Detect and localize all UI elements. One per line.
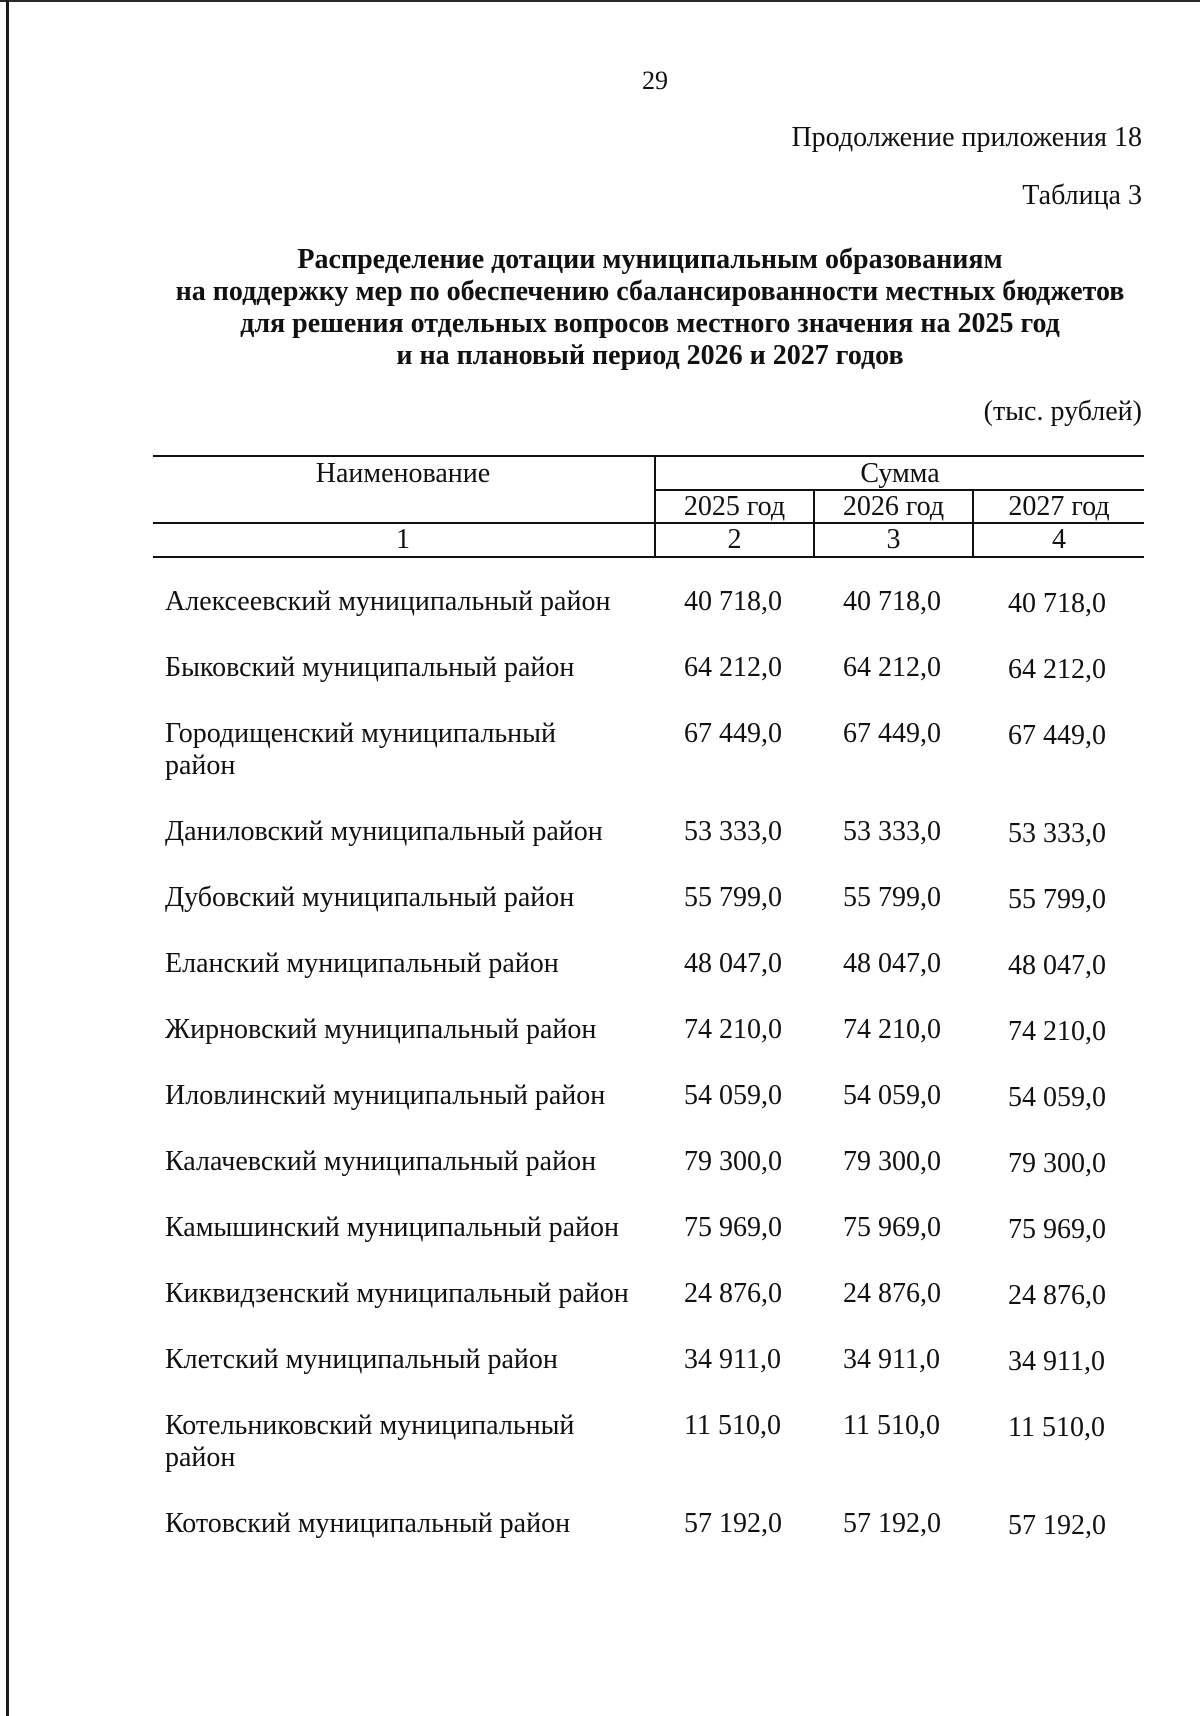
row-value-2025: 53 333,0	[684, 816, 782, 847]
row-municipality-name	[165, 882, 645, 914]
name-line: Камышинский муниципальный район	[165, 1212, 620, 1243]
row-municipality-name	[165, 1146, 645, 1178]
row-value-2026: 64 212,0	[843, 652, 941, 683]
row-value-2026: 34 911,0	[843, 1344, 940, 1375]
title-line: и на плановый период 2026 и 2027 годов	[396, 340, 904, 371]
table-label: Таблица 3	[1022, 180, 1142, 211]
row-value-2027: 55 799,0	[1008, 884, 1106, 915]
row-value-2025: 34 911,0	[684, 1344, 781, 1375]
row-value-2025: 64 212,0	[684, 652, 782, 683]
row-municipality-name	[165, 1080, 645, 1112]
row-value-2025: 75 969,0	[684, 1212, 782, 1243]
row-value-2027: 54 059,0	[1008, 1082, 1106, 1113]
row-value-2025: 55 799,0	[684, 882, 782, 913]
name-line: Городищенский муниципальный	[165, 718, 556, 749]
col-number-3: 3	[886, 524, 901, 555]
name-line: Иловлинский муниципальный район	[165, 1080, 606, 1111]
row-value-2026: 74 210,0	[843, 1014, 941, 1045]
row-value-2025: 54 059,0	[684, 1080, 782, 1111]
row-value-2027: 53 333,0	[1008, 818, 1106, 849]
row-value-2025: 74 210,0	[684, 1014, 782, 1045]
col-number-1: 1	[396, 524, 410, 555]
name-line: Быковский муниципальный район	[165, 652, 575, 683]
row-municipality-name	[165, 816, 645, 848]
row-value-2026: 79 300,0	[843, 1146, 941, 1177]
row-value-2027: 48 047,0	[1008, 950, 1106, 981]
name-line: Котельниковский муниципальный	[165, 1410, 575, 1441]
name-line: Калачевский муниципальный район	[165, 1146, 597, 1177]
row-value-2026: 54 059,0	[843, 1080, 941, 1111]
row-value-2026: 57 192,0	[843, 1508, 941, 1539]
row-value-2027: 40 718,0	[1008, 588, 1106, 619]
name-line: Киквидзенский муниципальный район	[165, 1278, 629, 1309]
row-value-2025: 67 449,0	[684, 718, 782, 749]
name-line: Дубовский муниципальный район	[165, 882, 575, 913]
row-value-2026: 11 510,0	[843, 1410, 940, 1441]
row-value-2025: 79 300,0	[684, 1146, 782, 1177]
row-value-2027: 64 212,0	[1008, 654, 1106, 685]
header-name: Наименование	[315, 458, 491, 489]
row-value-2026: 53 333,0	[843, 816, 941, 847]
row-value-2026: 24 876,0	[843, 1278, 941, 1309]
row-value-2027: 24 876,0	[1008, 1280, 1106, 1311]
row-value-2026: 48 047,0	[843, 948, 941, 979]
scan-top-edge	[0, 0, 1200, 2]
title-line: на поддержку мер по обеспечению сбалансированности местных бюджетов	[175, 276, 1125, 307]
col-number-4: 4	[1052, 524, 1066, 555]
row-value-2027: 34 911,0	[1008, 1346, 1105, 1377]
row-value-2027: 67 449,0	[1008, 720, 1106, 751]
page-number: 29	[642, 66, 668, 95]
row-value-2025: 24 876,0	[684, 1278, 782, 1309]
name-line: Жирновский муниципальный район	[165, 1014, 597, 1045]
name-line: Клетский муниципальный район	[165, 1344, 558, 1375]
row-municipality-name	[165, 948, 645, 980]
row-value-2027: 57 192,0	[1008, 1510, 1106, 1541]
row-value-2027: 79 300,0	[1008, 1148, 1106, 1179]
row-value-2026: 67 449,0	[843, 718, 941, 749]
row-value-2025: 11 510,0	[684, 1410, 781, 1441]
name-line: Даниловский муниципальный район	[165, 816, 603, 847]
row-value-2027: 74 210,0	[1008, 1016, 1106, 1047]
header-year-2027: 2027 год	[1008, 491, 1110, 522]
row-value-2026: 75 969,0	[843, 1212, 941, 1243]
row-value-2025: 40 718,0	[684, 586, 782, 617]
row-municipality-name	[165, 718, 645, 782]
name-line: Еланский муниципальный район	[165, 948, 559, 979]
name-line: Алексеевский муниципальный район	[165, 586, 611, 617]
name-line: район	[165, 750, 236, 781]
header-year-2026: 2026 год	[842, 491, 945, 522]
row-municipality-name	[165, 1212, 645, 1244]
header-year-2025: 2025 год	[683, 491, 786, 522]
colnum-bottom-rule	[153, 556, 1144, 558]
appendix-continuation: Продолжение приложения 18	[791, 122, 1142, 153]
name-line: район	[165, 1442, 236, 1473]
row-municipality-name	[165, 1278, 645, 1310]
row-value-2025: 48 047,0	[684, 948, 782, 979]
row-value-2026: 40 718,0	[843, 586, 941, 617]
row-municipality-name	[165, 652, 645, 684]
scan-left-edge	[6, 0, 9, 1716]
col-number-2: 2	[727, 524, 742, 555]
title-line: для решения отдельных вопросов местного значения на 2025 год	[240, 308, 1060, 339]
table-top-rule	[153, 455, 1144, 457]
row-municipality-name	[165, 1014, 645, 1046]
row-value-2025: 57 192,0	[684, 1508, 782, 1539]
row-value-2026: 55 799,0	[843, 882, 941, 913]
units-label: (тыс. рублей)	[983, 396, 1142, 427]
row-value-2027: 11 510,0	[1008, 1412, 1105, 1443]
row-municipality-name	[165, 1410, 645, 1474]
name-line: Котовский муниципальный район	[165, 1508, 571, 1539]
row-value-2027: 75 969,0	[1008, 1214, 1106, 1245]
row-municipality-name	[165, 1508, 645, 1540]
row-municipality-name	[165, 586, 645, 618]
document-title	[150, 244, 1150, 372]
header-sum: Сумма	[860, 458, 940, 489]
row-municipality-name	[165, 1344, 645, 1376]
title-line: Распределение дотации муниципальным образованиям	[297, 244, 1003, 275]
